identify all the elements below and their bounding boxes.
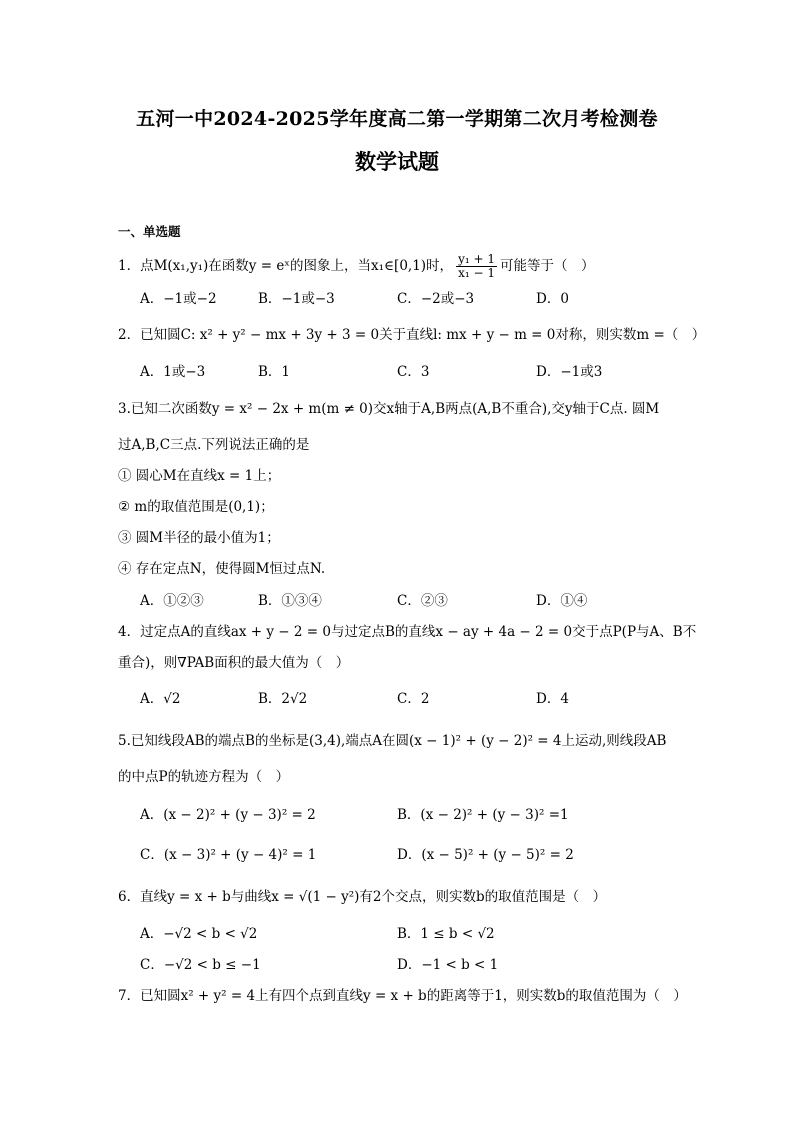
q2-option-c: C．3 bbox=[397, 364, 430, 380]
question-4-stem-line-2: 重合)，则∇PAB面积的最大值为（ ） bbox=[118, 655, 350, 671]
question-7-stem: 7．已知圆x² + y² = 4上有四个点到直线y = x + b的距离等于1，则实数b的取值范围为（ ） bbox=[118, 988, 687, 1004]
q6-option-a: A．−√2 < b < √2 bbox=[140, 926, 258, 942]
page-subtitle: 数学试题 bbox=[355, 149, 439, 174]
q5-option-d: D．(x − 5)² + (y − 5)² = 2 bbox=[397, 847, 574, 863]
question-2-stem: 2．已知圆C: x² + y² − mx + 3y + 3 = 0关于直线l: mx + y − m = 0对称，则实数m =（ ） bbox=[118, 327, 706, 343]
question-4-stem-line-1: 4．过定点A的直线ax + y − 2 = 0与过定点B的直线x − ay + 4a − 2 = 0交于点P(P与A、B不 bbox=[118, 624, 697, 640]
question-5-stem-line-2: 的中点P的轨迹方程为（ ） bbox=[118, 769, 290, 785]
question-5-stem-line-1: 5.已知线段AB的端点B的坐标是(3,4),端点A在圆(x − 1)² + (y − 2)² = 4上运动,则线段AB bbox=[118, 733, 667, 749]
q3-option-d: D．①④ bbox=[536, 593, 588, 609]
q1-option-c: C．−2或−3 bbox=[397, 291, 475, 307]
question-1-stem bbox=[118, 253, 594, 280]
q3-option-b: B．①③④ bbox=[258, 593, 322, 609]
q1-option-d: D．0 bbox=[536, 291, 569, 307]
q5-option-a: A．(x − 2)² + (y − 3)² = 2 bbox=[140, 807, 316, 823]
q1-fraction-denominator: x₁ − 1 bbox=[458, 266, 495, 280]
q4-option-c: C．2 bbox=[397, 691, 430, 707]
page-title: 五河一中2024-2025学年度高二第一学期第二次月考检测卷 bbox=[136, 108, 658, 130]
q1-option-a: A．−1或−2 bbox=[140, 291, 217, 307]
question-6-stem: 6．直线y = x + b与曲线x = √(1 − y²)有2个交点，则实数b的取值范围是（ ） bbox=[118, 889, 607, 905]
q1-fraction-numerator: y₁ + 1 bbox=[458, 252, 495, 266]
q2-option-d: D．−1或3 bbox=[536, 364, 603, 380]
q1-fraction bbox=[456, 253, 497, 280]
section-heading: 一、单选题 bbox=[118, 224, 181, 239]
q3-option-a: A．①②③ bbox=[140, 593, 204, 609]
q2-option-a: A．1或−3 bbox=[140, 364, 206, 380]
q3-option-c: C．②③ bbox=[397, 593, 448, 609]
q2-option-b: B．1 bbox=[258, 364, 291, 380]
question-3-stem-line-2: 过A,B,C三点.下列说法正确的是 bbox=[118, 437, 310, 453]
question-3-statement-3: ③ 圆M半径的最小值为1； bbox=[118, 530, 280, 546]
q6-option-d: D．−1 < b < 1 bbox=[397, 957, 499, 973]
question-3-statement-4: ④ 存在定点N，使得圆M恒过点N. bbox=[118, 561, 326, 577]
q6-option-c: C．−√2 < b ≤ −1 bbox=[140, 957, 261, 973]
q6-option-b: B．1 ≤ b < √2 bbox=[397, 926, 495, 942]
q5-option-c: C．(x − 3)² + (y − 4)² = 1 bbox=[140, 847, 317, 863]
q4-option-b: B．2√2 bbox=[258, 691, 308, 707]
question-3-statement-1: ① 圆心M在直线x = 1上； bbox=[118, 468, 281, 484]
q4-option-d: D．4 bbox=[536, 691, 569, 707]
question-3-stem-line-1: 3.已知二次函数y = x² − 2x + m(m ≠ 0)交x轴于A,B两点(A,B不重合),交y轴于C点. 圆M bbox=[118, 401, 660, 417]
q1-stem-before: 1．点M(x₁,y₁)在函数y = eˣ的图象上，当x₁∈[0,1)时， bbox=[118, 258, 454, 274]
question-3-statement-2: ② m的取值范围是(0,1)； bbox=[118, 499, 274, 515]
q1-option-b: B．−1或−3 bbox=[258, 291, 335, 307]
q5-option-b: B．(x − 2)² + (y − 3)² =1 bbox=[397, 807, 569, 823]
q4-option-a: A．√2 bbox=[140, 691, 181, 707]
q1-stem-after: 可能等于（ ） bbox=[499, 258, 595, 274]
